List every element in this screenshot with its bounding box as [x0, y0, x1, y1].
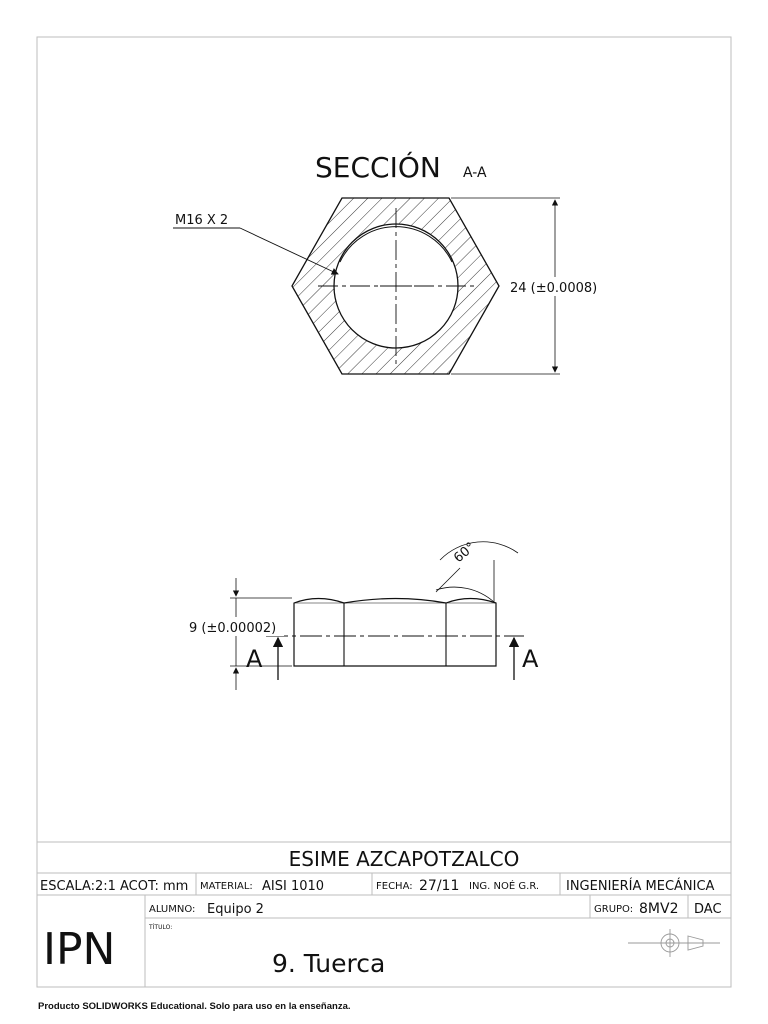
- titulo-value: 9. Tuerca: [272, 949, 386, 978]
- titulo-label: TÍTULO:: [149, 924, 173, 931]
- acot-text: ACOT: mm: [120, 879, 189, 894]
- escala-text: ESCALA:2:1: [40, 879, 116, 894]
- angle-arc-extension: [440, 542, 518, 560]
- alumno-label: ALUMNO:: [149, 904, 196, 915]
- career-name: INGENIERÍA MECÁNICA: [566, 879, 715, 894]
- fecha-value: 27/11: [419, 878, 460, 894]
- section-view: [173, 150, 606, 374]
- teacher-name: ING. NOÉ G.R.: [469, 881, 540, 892]
- height-dimension: 24 (±0.0008): [510, 281, 598, 296]
- dept-text: DAC: [694, 902, 722, 917]
- footer-note: Producto SOLIDWORKS Educational. Solo para uso en la enseñanza.: [38, 1001, 351, 1012]
- section-title-suffix: A-A: [463, 165, 487, 181]
- title-block: [37, 842, 731, 987]
- school-name: ESIME AZCAPOTZALCO: [288, 847, 520, 871]
- cut-label-right: A: [522, 645, 539, 673]
- side-view: [186, 540, 539, 690]
- nut-side-outline: [294, 599, 496, 667]
- fecha-label: FECHA:: [376, 881, 413, 892]
- thread-callout: M16 X 2: [175, 213, 229, 228]
- alumno-value: Equipo 2: [207, 902, 264, 917]
- section-title: SECCIÓN: [315, 151, 441, 184]
- cut-label-left: A: [246, 645, 263, 673]
- angle-chamfer-line: [436, 568, 460, 592]
- projection-symbol-icon: [628, 929, 720, 957]
- angle-dimension: 60°: [451, 539, 479, 567]
- grupo-label: GRUPO:: [594, 904, 634, 915]
- thickness-dimension: 9 (±0.00002): [189, 621, 277, 636]
- material-label: MATERIAL:: [200, 881, 253, 892]
- material-value: AISI 1010: [262, 879, 325, 894]
- ipn-logo: IPN: [43, 924, 116, 975]
- grupo-value: 8MV2: [639, 901, 679, 917]
